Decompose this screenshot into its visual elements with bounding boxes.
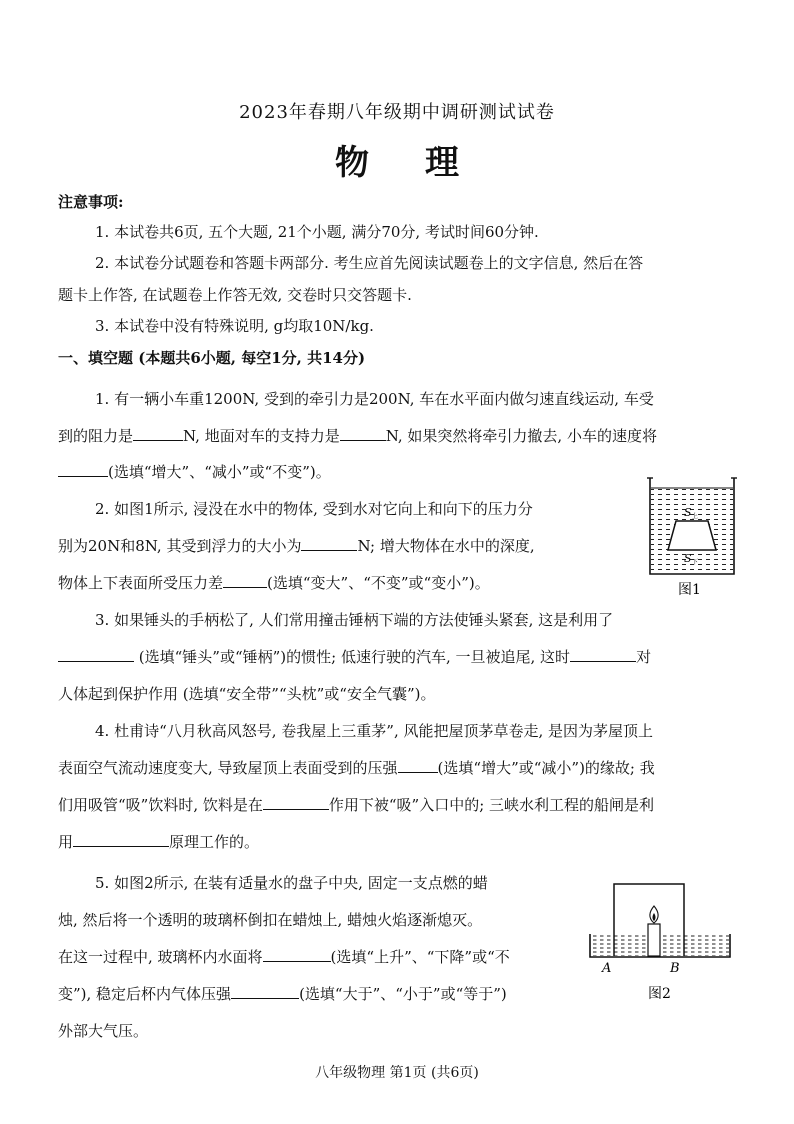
q1-blank-2[interactable] <box>340 426 386 441</box>
figure-2 <box>586 878 738 1008</box>
section-heading: 一、填空题 (本题共6小题, 每空1分, 共14分) <box>58 349 366 367</box>
s-bottom-label: S <box>684 552 692 565</box>
q1-text-d: (选填“增大”、“减小”或“不变”)。 <box>108 463 331 481</box>
q2-line-3 <box>58 572 490 593</box>
q5-line-2: 烛, 然后将一个透明的玻璃杯倒扣在蜡烛上, 蜡烛火焰逐渐熄灭。 <box>58 911 483 929</box>
q1-text-b: N, 地面对车的支持力是 <box>183 427 340 445</box>
q4-line-2 <box>58 757 655 778</box>
q3-line-2 <box>58 646 651 667</box>
q2-text-b: N; 增大物体在水中的深度, <box>357 537 535 555</box>
note-item-1: 1. 本试卷共6页, 五个大题, 21个小题, 满分70分, 考试时间60分钟. <box>95 223 539 241</box>
q5-line-1: 5. 如图2所示, 在装有适量水的盘子中央, 固定一支点燃的蜡 <box>95 874 488 892</box>
q4-text-c: 们用吸管“吸”饮料时, 饮料是在 <box>58 796 263 814</box>
q2-blank-1[interactable] <box>301 536 357 551</box>
note-item-2: 2. 本试卷分试题卷和答题卡两部分. 考生应首先阅读试题卷上的文字信息, 然后在答 <box>95 254 644 272</box>
note-item-3: 3. 本试卷中没有特殊说明, g均取10N/kg. <box>95 317 374 335</box>
q4-blank-3[interactable] <box>73 832 169 847</box>
q5-line-3 <box>58 946 510 967</box>
q2-line-2 <box>58 535 535 556</box>
notes-heading: 注意事项: <box>58 193 124 211</box>
q2-line-1: 2. 如图1所示, 浸没在水中的物体, 受到水对它向上和向下的压力分 <box>95 500 533 518</box>
q5-text-b: (选填“上升”、“下降”或“不 <box>330 948 510 966</box>
q5-blank-1[interactable] <box>263 947 331 962</box>
q5-line-5: 外部大气压。 <box>58 1022 149 1040</box>
q4-text-a: 表面空气流动速度变大, 导致屋顶上表面受到的压强 <box>58 759 398 777</box>
label-b: B <box>670 961 680 976</box>
q4-line-1: 4. 杜甫诗“八月秋高风怒号, 卷我屋上三重茅”, 风能把屋顶茅草卷走, 是因为茅屋顶上 <box>95 722 654 740</box>
q2-text-c: 物体上下表面所受压力差 <box>58 574 224 592</box>
q2-text-a: 别为20N和8N, 其受到浮力的大小为 <box>58 537 302 555</box>
q4-text-d: 作用下被“吸”入口中的; 三峡水利工程的船闸是利 <box>328 796 655 814</box>
figure-1-caption: 图1 <box>678 582 701 598</box>
q4-line-4 <box>58 831 259 852</box>
q1-line-3 <box>58 461 331 482</box>
q4-text-e: 用 <box>58 833 74 851</box>
q4-blank-1[interactable] <box>398 758 438 773</box>
q1-line-1: 1. 有一辆小车重1200N, 受到的牵引力是200N, 车在水平面内做匀速直线运动, 车受 <box>95 390 654 408</box>
q3-text-b: 对 <box>636 648 652 666</box>
q5-line-4 <box>58 983 507 1004</box>
q3-line-3: 人体起到保护作用 (选填“安全带”“头枕”或“安全气囊”)。 <box>58 685 436 703</box>
q1-line-2 <box>58 425 657 446</box>
page-footer: 八年级物理 第1页 (共6页) <box>315 1065 479 1081</box>
submerged-block <box>668 521 716 550</box>
q3-text-a: (选填“锤头”或“锤柄”)的惯性; 低速行驶的汽车, 一旦被追尾, 这时 <box>138 648 571 666</box>
q1-text-c: N, 如果突然将牵引力撤去, 小车的速度将 <box>385 427 657 445</box>
q5-text-c: 变”), 稳定后杯内气体压强 <box>58 985 232 1003</box>
subject-title: 物理 <box>335 143 515 183</box>
figure-2-caption: 图2 <box>648 986 671 1002</box>
label-a: A <box>602 961 612 976</box>
s-top-label: S <box>684 506 692 519</box>
q4-line-3 <box>58 794 654 815</box>
q4-text-b: (选填“增大”或“减小”)的缘故; 我 <box>437 759 655 777</box>
q5-text-a: 在这一过程中, 玻璃杯内水面将 <box>58 948 263 966</box>
q5-blank-2[interactable] <box>231 984 299 999</box>
candle <box>648 924 660 956</box>
q1-blank-3[interactable] <box>58 462 108 477</box>
figure-1 <box>642 472 742 600</box>
s-top-sub: 上 <box>692 513 699 520</box>
note-item-2-cont: 题卡上作答, 在试题卷上作答无效, 交卷时只交答题卡. <box>58 286 412 304</box>
q3-line-1: 3. 如果锤头的手柄松了, 人们常用撞击锤柄下端的方法使锤头紧套, 这是利用了 <box>95 611 614 629</box>
q3-blank-1[interactable] <box>58 647 134 662</box>
q2-text-d: (选填“变大”、“不变”或“变小”)。 <box>267 574 490 592</box>
q4-blank-2[interactable] <box>263 795 329 810</box>
q3-blank-2[interactable] <box>570 647 636 662</box>
q1-text-a: 到的阻力是 <box>58 427 134 445</box>
s-bottom-sub: 下 <box>692 559 699 566</box>
q1-blank-1[interactable] <box>133 426 183 441</box>
q5-text-d: (选填“大于”、“小于”或“等于”) <box>299 985 507 1003</box>
q4-text-f: 原理工作的。 <box>169 833 260 851</box>
q2-blank-2[interactable] <box>223 573 267 588</box>
exam-title: 2023年春期八年级期中调研测试试卷 <box>239 102 555 123</box>
